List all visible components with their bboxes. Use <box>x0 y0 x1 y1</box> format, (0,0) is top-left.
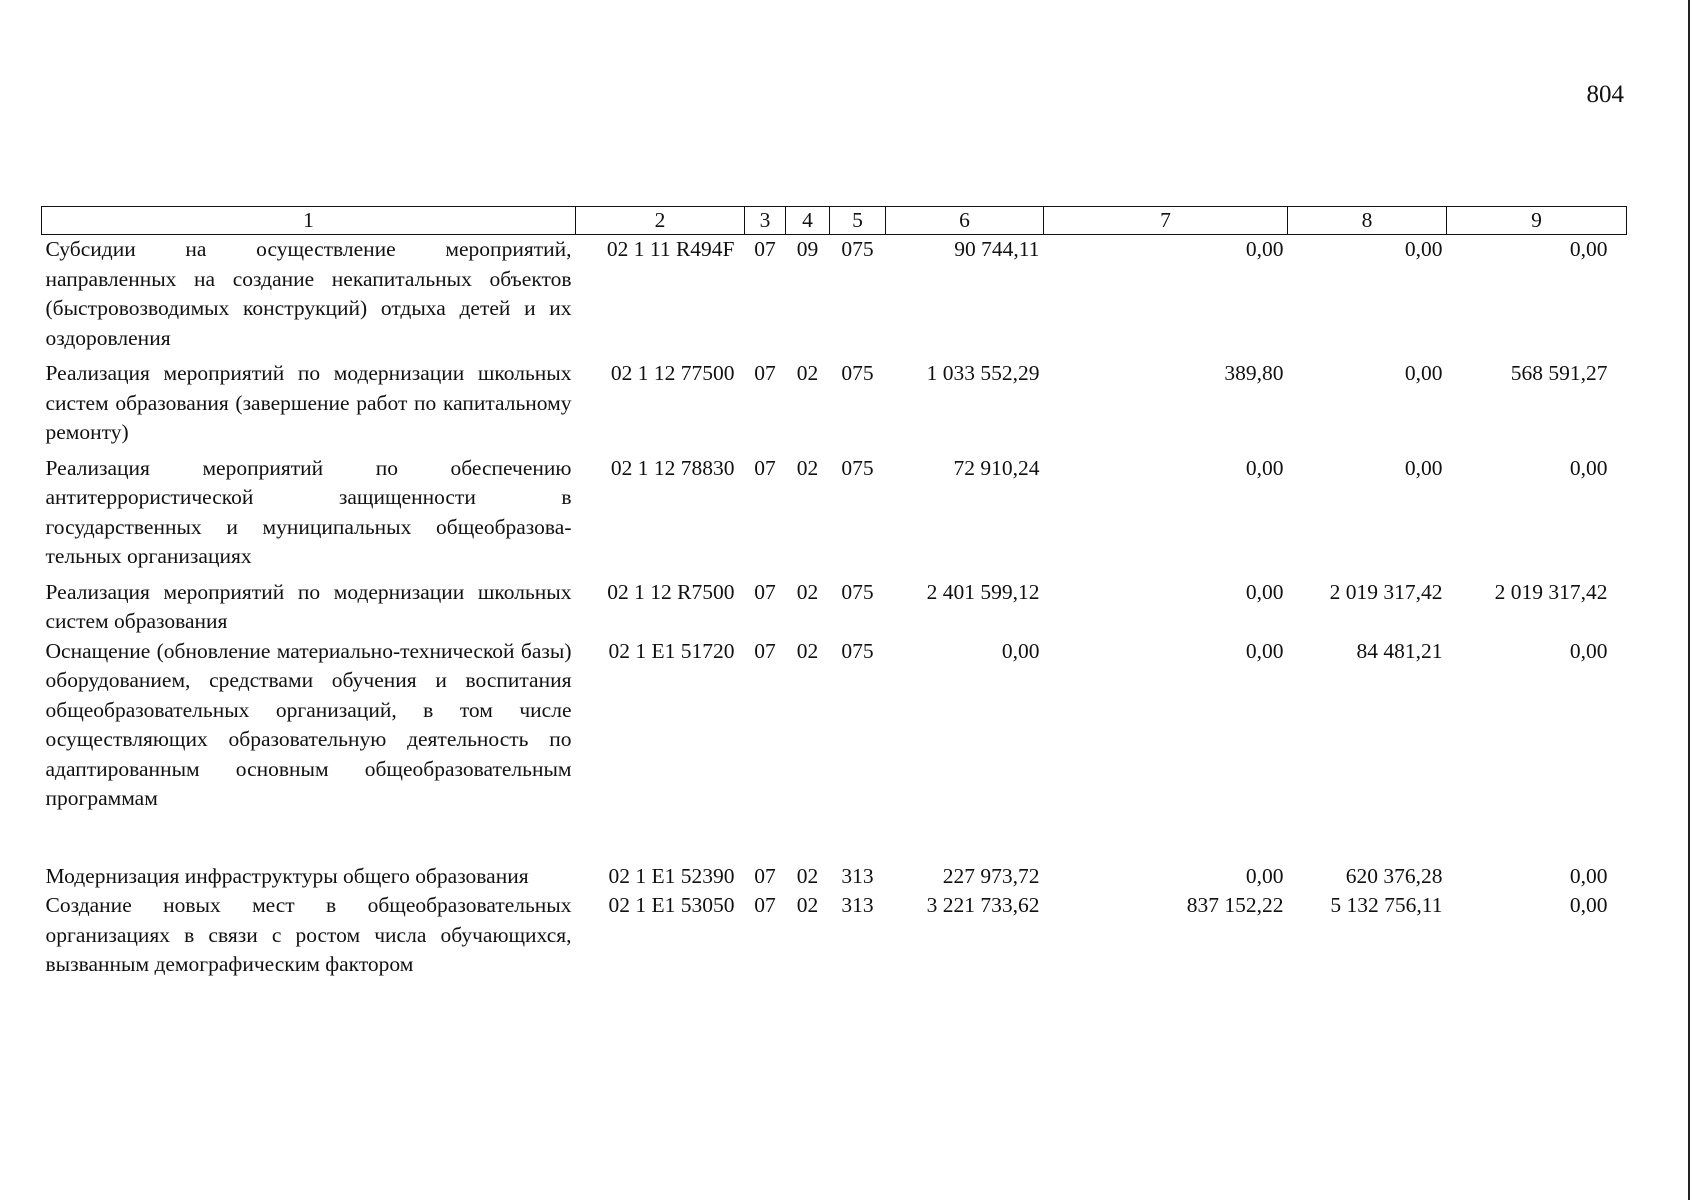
row-col-9: 0,00 <box>1569 893 1608 917</box>
row-col-4: 02 <box>796 893 819 917</box>
row-col-5: 075 <box>841 361 874 385</box>
row-col-3: 07 <box>754 361 776 385</box>
row-col-8: 2 019 317,42 <box>1329 579 1443 604</box>
row-code: 02 1 12 77500 <box>610 361 735 385</box>
row-col-6: 227 973,72 <box>942 863 1040 888</box>
row-col-8: 0,00 <box>1404 237 1443 261</box>
row-col-5: 075 <box>841 455 874 480</box>
row-col-4: 09 <box>796 237 819 261</box>
row-col-3: 07 <box>754 893 776 917</box>
row-col-8: 5 132 756,11 <box>1330 893 1443 917</box>
spacer-cell <box>42 814 1627 862</box>
header-col-7: 7 <box>1044 207 1288 235</box>
row-col-7: 0,00 <box>1245 638 1284 663</box>
row-name: Реализация мероприятий по обеспечению антитеррористической защищенности в государственных и муниципальных общеобразова-тельных организациях <box>45 455 572 568</box>
header-col-5: 5 <box>830 207 886 235</box>
row-col-9: 0,00 <box>1569 455 1608 480</box>
table-row <box>42 235 1627 354</box>
row-col-7: 837 152,22 <box>1186 893 1284 917</box>
header-col-1: 1 <box>42 207 576 235</box>
row-col-6: 90 744,11 <box>954 237 1040 261</box>
row-col-3: 07 <box>754 455 776 480</box>
table-row <box>42 448 1627 572</box>
row-col-3: 07 <box>754 579 776 604</box>
row-col-3: 07 <box>754 863 776 888</box>
row-col-4: 02 <box>796 638 819 663</box>
row-col-5: 313 <box>841 893 874 917</box>
row-col-4: 02 <box>796 579 819 604</box>
row-col-8: 0,00 <box>1404 455 1443 480</box>
row-col-7: 0,00 <box>1245 237 1284 261</box>
header-col-3: 3 <box>745 207 786 235</box>
header-col-4: 4 <box>786 207 830 235</box>
row-col-3: 07 <box>754 237 776 261</box>
row-code: 02 1 E1 53050 <box>608 893 735 917</box>
row-col-7: 0,00 <box>1245 579 1284 604</box>
table-row <box>42 862 1627 892</box>
row-col-9: 0,00 <box>1569 237 1608 261</box>
scan-edge-line <box>1688 0 1690 1200</box>
table-row <box>42 353 1627 448</box>
row-col-7: 389,80 <box>1224 361 1284 385</box>
row-code: 02 1 E1 52390 <box>608 863 735 888</box>
row-col-5: 075 <box>841 579 874 604</box>
row-col-4: 02 <box>796 863 819 888</box>
table-header <box>42 207 1627 235</box>
header-col-6: 6 <box>886 207 1044 235</box>
row-col-9: 0,00 <box>1569 638 1608 663</box>
table-body <box>42 235 1627 980</box>
row-col-8: 620 376,28 <box>1345 863 1443 888</box>
header-col-2: 2 <box>576 207 745 235</box>
row-code: 02 1 12 78830 <box>610 455 735 480</box>
row-name: Оснащение (обновление материально-технической базы) оборудованием, средствами обучения и воспитания общеобразовательных организаций, в том числе осуществляющих образовательную деятельность по адаптированным основным общеобразовательным программам <box>45 638 572 810</box>
row-col-9: 0,00 <box>1569 863 1608 888</box>
row-col-3: 07 <box>754 638 776 663</box>
row-col-6: 3 221 733,62 <box>926 893 1040 917</box>
row-col-4: 02 <box>796 455 819 480</box>
row-col-5: 075 <box>841 638 874 663</box>
row-spacer <box>42 814 1627 862</box>
table-row <box>42 637 1627 814</box>
row-name: Субсидии на осуществление мероприятий, направленных на создание некапитальных объектов (быстровозводимых конструкций) отдыха детей и их оздоровления <box>45 237 572 350</box>
header-col-9: 9 <box>1447 207 1627 235</box>
row-name: Реализация мероприятий по модернизации школьных систем образования (завершение работ по капитальному ремонту) <box>45 361 572 444</box>
row-col-9: 568 591,27 <box>1510 361 1608 385</box>
header-col-8: 8 <box>1288 207 1447 235</box>
row-col-5: 313 <box>841 863 874 888</box>
row-col-6: 1 033 552,29 <box>926 361 1040 385</box>
row-name: Модернизация инфраструктуры общего образования <box>45 863 529 888</box>
table-row <box>42 572 1627 637</box>
row-name: Реализация мероприятий по модернизации школьных систем образования <box>45 579 572 633</box>
row-code: 02 1 11 R494F <box>606 237 735 261</box>
row-col-6: 72 910,24 <box>953 455 1040 480</box>
row-name: Создание новых мест в общеобразовательных организациях в связи с ростом числа обучающихся, вызванным демографическим фактором <box>45 893 572 976</box>
header-row <box>42 207 1627 235</box>
row-col-7: 0,00 <box>1245 863 1284 888</box>
table-row <box>42 891 1627 980</box>
row-col-8: 84 481,21 <box>1356 638 1443 663</box>
row-code: 02 1 E1 51720 <box>608 638 735 663</box>
row-col-5: 075 <box>841 237 874 261</box>
budget-table <box>41 206 1627 980</box>
row-code: 02 1 12 R7500 <box>607 579 735 604</box>
row-col-4: 02 <box>796 361 819 385</box>
row-col-6: 2 401 599,12 <box>926 579 1040 604</box>
row-col-6: 0,00 <box>1001 638 1040 663</box>
row-col-8: 0,00 <box>1404 361 1443 385</box>
row-col-7: 0,00 <box>1245 455 1284 480</box>
page-number: 804 <box>1586 81 1624 108</box>
row-col-9: 2 019 317,42 <box>1494 579 1608 604</box>
